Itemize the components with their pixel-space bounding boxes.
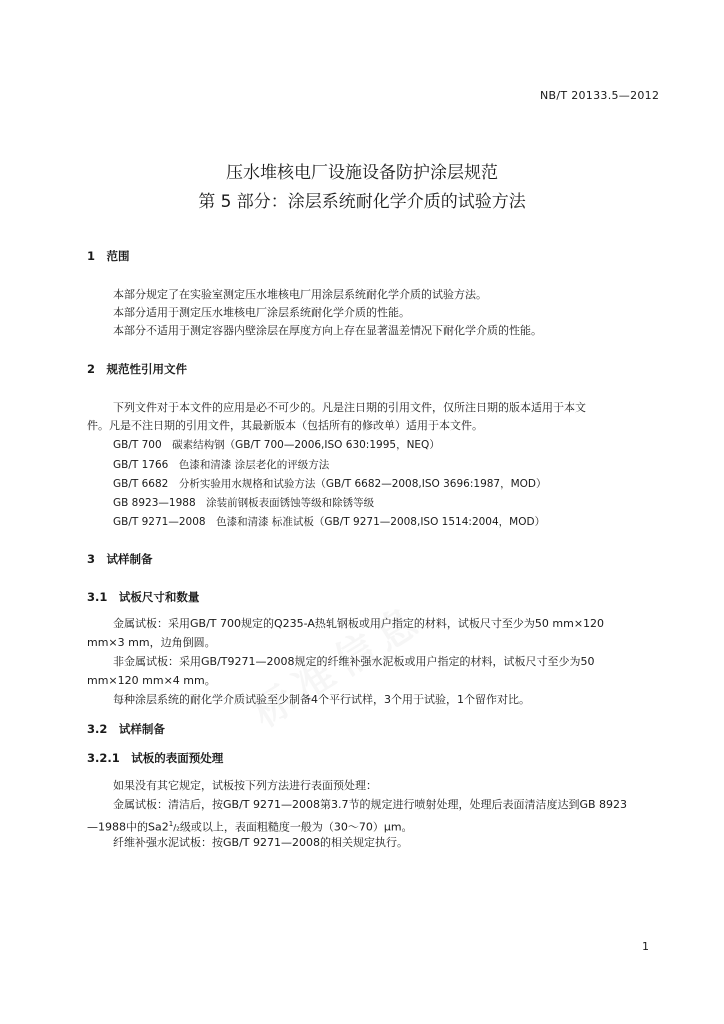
sa-grade-suffix: 级或以上，表面粗糙度一般为（30～70）μm。 — [179, 820, 413, 834]
reference-item: GB/T 6682 分析实验用水规格和试验方法（GB/T 6682—2008,ISO 3696:1987，MOD） — [113, 478, 547, 490]
section-3-2-heading: 3.2 试样制备 — [87, 722, 165, 736]
page-number: 1 — [642, 940, 649, 953]
section-2-heading: 2 规范性引用文件 — [87, 362, 188, 376]
sa-grade-fraction: /₂ — [173, 823, 180, 834]
sa-grade-prefix: —1988中的Sa2 — [87, 820, 169, 834]
section-3-1-para-1-line1: 金属试板：采用GB/T 700规定的Q235-A热轧钢板或用户指定的材料，试板尺寸至少为50 mm×120 — [113, 617, 605, 630]
section-1-heading: 1 范围 — [87, 249, 130, 263]
reference-item: GB/T 1766 色漆和清漆 涂层老化的评级方法 — [113, 459, 330, 471]
section-3-1-para-2-line1: 非金属试板：采用GB/T9271—2008规定的纤维补强水泥板或用户指定的材料，试板尺寸至少为50 — [113, 655, 595, 668]
section-1-para-2: 本部分适用于测定压水堆核电厂涂层系统耐化学介质的性能。 — [113, 306, 410, 319]
section-3-heading: 3 试样制备 — [87, 552, 153, 566]
section-3-1-heading: 3.1 试板尺寸和数量 — [87, 590, 200, 604]
reference-item: GB/T 700 碳素结构钢（GB/T 700—2006,ISO 630:1995，NEQ） — [113, 439, 440, 451]
section-2-intro-line2: 件。凡是不注日期的引用文件，其最新版本（包括所有的修改单）适用于本文件。 — [87, 419, 483, 432]
section-3-2-1-heading: 3.2.1 试板的表面预处理 — [87, 751, 224, 765]
section-3-1-para-2-line2: mm×120 mm×4 mm。 — [87, 674, 216, 687]
section-3-1-para-1-line2: mm×3 mm，边角倒圆。 — [87, 636, 216, 649]
doc-title-line2: 第 5 部分：涂层系统耐化学介质的试验方法 — [198, 192, 526, 212]
section-3-2-1-para-3: 纤维补强水泥试板：按GB/T 9271—2008的相关规定执行。 — [113, 836, 408, 849]
section-3-2-1-para-2-line1: 金属试板：清洁后，按GB/T 9271—2008第3.7节的规定进行喷射处理，处理后表面清洁度达到GB 8923 — [113, 798, 628, 811]
section-3-2-1-para-1: 如果没有其它规定，试板按下列方法进行表面预处理： — [113, 779, 377, 792]
doc-title-line1: 压水堆核电厂设施设备防护涂层规范 — [226, 163, 498, 183]
section-3-1-para-3: 每种涂层系统的耐化学介质试验至少制备4个平行试样，3个用于试验，1个留作对比。 — [113, 693, 530, 706]
section-1-para-1: 本部分规定了在实验室测定压水堆核电厂用涂层系统耐化学介质的试验方法。 — [113, 288, 487, 301]
section-2-intro-line1: 下列文件对于本文件的应用是必不可少的。凡是注日期的引用文件，仅所注日期的版本适用于本文 — [113, 401, 586, 414]
standard-code: NB/T 20133.5—2012 — [540, 89, 660, 102]
sa-grade-superscript: 1 — [168, 820, 174, 828]
section-1-para-3: 本部分不适用于测定容器内壁涂层在厚度方向上存在显著温差情况下耐化学介质的性能。 — [113, 324, 542, 337]
reference-item: GB 8923—1988 涂装前钢板表面锈蚀等级和除锈等级 — [113, 497, 375, 509]
reference-item: GB/T 9271—2008 色漆和清漆 标准试板（GB/T 9271—2008,ISO 1514:2004，MOD） — [113, 516, 546, 528]
